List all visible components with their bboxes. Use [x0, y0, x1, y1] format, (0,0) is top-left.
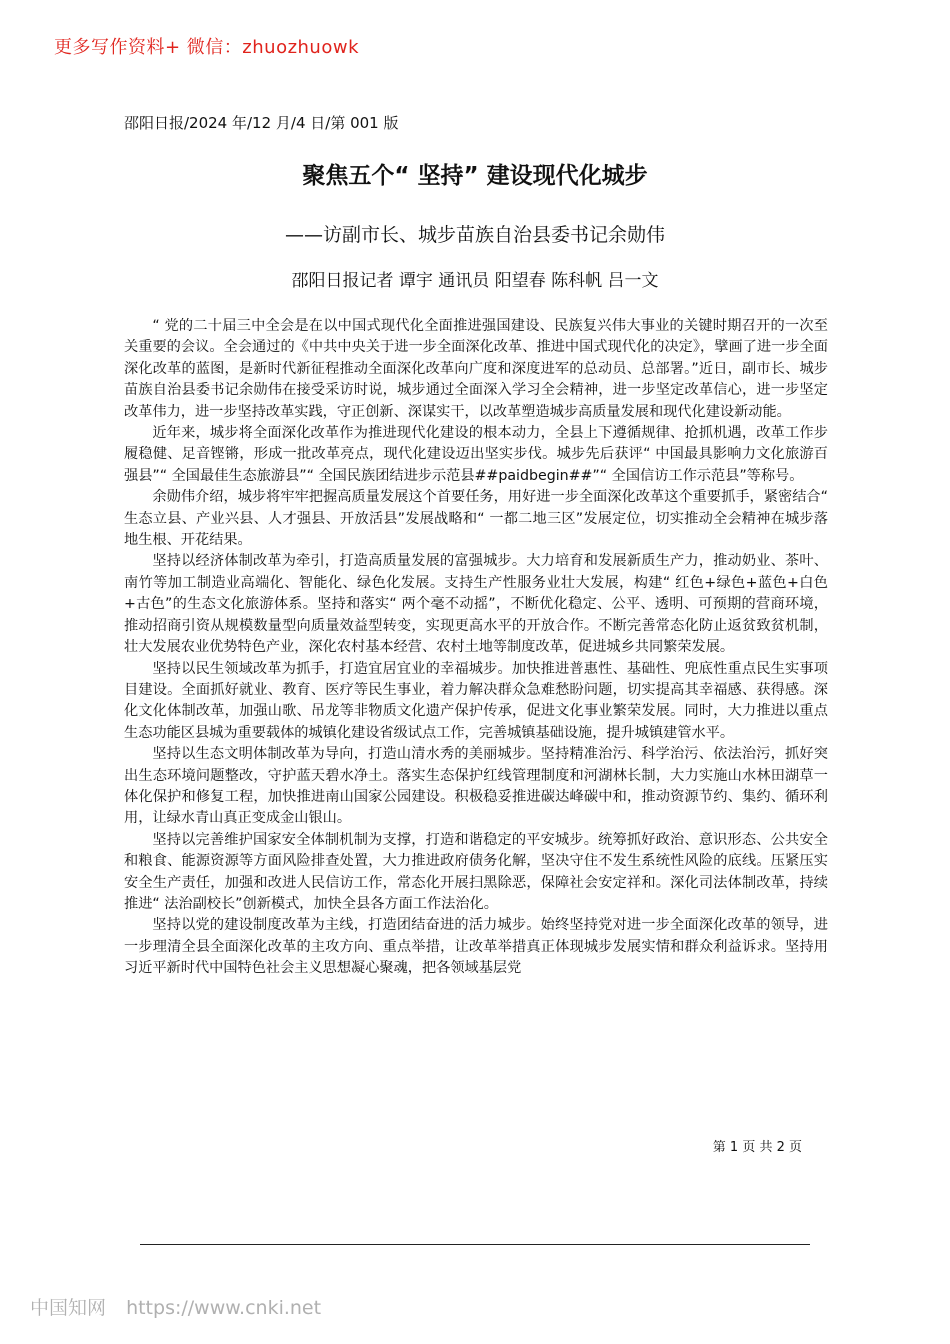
paragraph: 余勋伟介绍，城步将牢牢把握高质量发展这个首要任务，用好进一步全面深化改革这个重要抓手，紧密结合“ 生态立县、产业兴县、人才强县、开放活县”发展战略和“ 一都二地三区”发展定位，切实推动全会精神在城步落地生根、开花结果。: [124, 489, 828, 549]
paragraph: 近年来，城步将全面深化改革作为推进现代化建设的根本动力，全县上下遵循规律、抢抓机遇，改革工作步履稳健、足音铿锵，形成一批改革亮点，现代化建设迈出坚实步伐。城步先后获评“ 中国最具影响力文化旅游百强县”“ 全国最佳生态旅游县”“ 全国民族团结进步示范县##paidbegin##”“ 全国信访工作示范县”等称号。: [124, 425, 828, 484]
paragraph: 坚持以党的建设制度改革为主线，打造团结奋进的活力城步。始终坚持党对进一步全面深化改革的领导，进一步理清全县全面深化改革的主攻方向、重点举措，让改革举措真正体现城步发展实情和群众利益诉求。坚持用习近平新时代中国特色社会主义思想凝心聚魂，把各领域基层党: [124, 917, 828, 977]
article-subtitle: ——访副市长、城步苗族自治县委书记余勋伟: [284, 224, 665, 246]
cnki-watermark: [30, 1293, 321, 1320]
paragraph: 坚持以经济体制改革为牵引，打造高质量发展的富强城步。大力培育和发展新质生产力，推动奶业、茶叶、南竹等加工制造业高端化、智能化、绿色化发展。支持生产性服务业壮大发展，构建“ 红色+绿色+蓝色+白色+古色”的生态文化旅游体系。坚持和落实“ 两个毫不动摇”，不断优化稳定、公平、透明、可预期的营商环境，推动招商引资从规模数量型向质量效益型转变，实现更高水平的开放合作。不断完善常态化防止返贫致贫机制，壮大发展农业优势特色产业，深化农村基本经营、农村土地等制度改革，促进城乡共同繁荣发展。: [124, 553, 828, 656]
source-line: 邵阳日报/2024 年/12 月/4 日/第 001 版: [124, 114, 399, 132]
paragraph: “ 党的二十届三中全会是在以中国式现代化全面推进强国建设、民族复兴伟大事业的关键时期召开的一次至关重要的会议。全会通过的《中共中央关于进一步全面深化改革、推进中国式现代化的决定》，擘画了进一步全面深化改革的蓝图，是新时代新征程推动全面深化改革向广度和深度进军的总动员、总部署。”近日，副市长、城步苗族自治县委书记余勋伟在接受采访时说，城步通过全面深入学习全会精神，进一步坚定改革信心，进一步坚定改革伟力，进一步坚持改革实践，守正创新、深谋实干，以改革塑造城步高质量发展和现代化建设新动能。: [124, 318, 828, 420]
byline: 邵阳日报记者 谭宇 通讯员 阳望春 陈科帆 吕一文: [291, 271, 659, 291]
promo-banner: 更多写作资料+ 微信：zhuozhuowk: [54, 37, 360, 58]
watermark-brand: 中国知网: [30, 1297, 107, 1319]
article-body: [124, 316, 828, 980]
article-title: 聚焦五个“ 坚持” 建设现代化城步: [302, 163, 648, 189]
footer-divider: [140, 1244, 810, 1245]
paragraph: 坚持以完善维护国家安全体制机制为支撑，打造和谐稳定的平安城步。统筹抓好政治、意识形态、公共安全和粮食、能源资源等方面风险排查处置，大力推进政府债务化解，坚决守住不发生系统性风险的底线。压紧压实安全生产责任，加强和改进人民信访工作，常态化开展扫黑除恶，保障社会安定祥和。深化司法体制改革，持续推进“ 法治副校长”创新模式，加快全县各方面工作法治化。: [124, 831, 828, 912]
paragraph: 坚持以生态文明体制改革为导向，打造山清水秀的美丽城步。坚持精准治污、科学治污、依法治污，抓好突出生态环境问题整改，守护蓝天碧水净土。落实生态保护红线管理制度和河湖林长制，大力实施山水林田湖草一体化保护和修复工程，加快推进南山国家公园建设。积极稳妥推进碳达峰碳中和，推动资源节约、集约、循环利用，让绿水青山真正变成金山银山。: [124, 746, 828, 827]
watermark-url: https://www.cnki.net: [126, 1297, 322, 1319]
page-number: 第 1 页 共 2 页: [712, 1140, 802, 1155]
paragraph: 坚持以民生领域改革为抓手，打造宜居宜业的幸福城步。加快推进普惠性、基础性、兜底性重点民生实事项目建设。全面抓好就业、教育、医疗等民生事业，着力解决群众急难愁盼问题，切实提高其幸福感、获得感。深化文化体制改革，加强山歌、吊龙等非物质文化遗产保护传承，促进文化事业繁荣发展。同时，大力推进以重点生态功能区县城为重要载体的城镇化建设省级试点工作，完善城镇基础设施，提升城镇建管水平。: [124, 660, 828, 741]
